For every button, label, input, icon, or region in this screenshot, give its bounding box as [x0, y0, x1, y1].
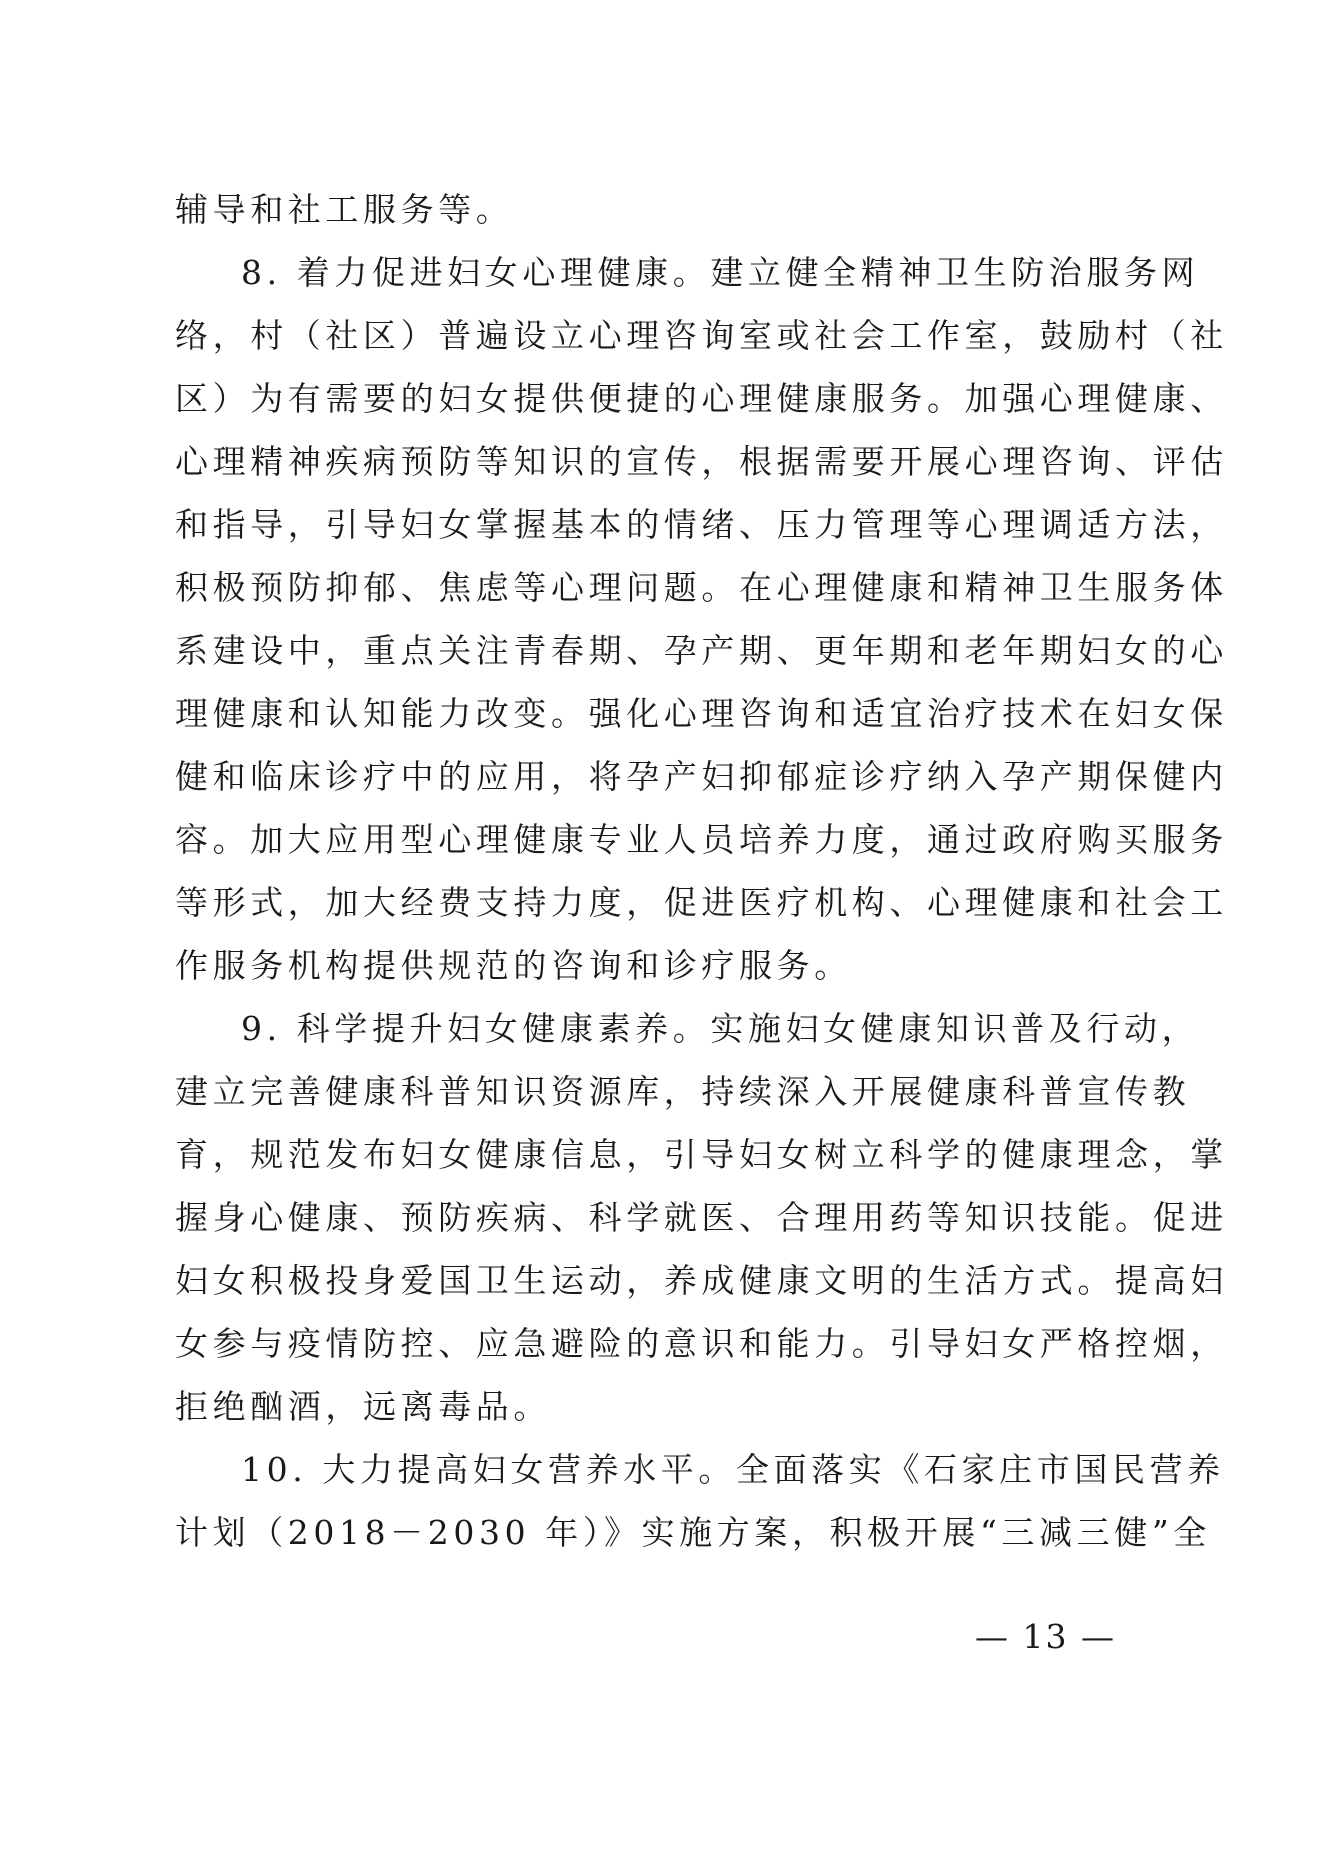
text-line: 健和临床诊疗中的应用，将孕产妇抑郁症诊疗纳入孕产期保健内 [175, 757, 1228, 796]
text-line: 容。加大应用型心理健康专业人员培养力度，通过政府购买服务 [175, 820, 1228, 859]
text-line: 系建设中，重点关注青春期、孕产期、更年期和老年期妇女的心 [175, 631, 1228, 670]
text-line: 计划（2018－2030 年）》实施方案，积极开展“三减三健”全 [175, 1513, 1211, 1552]
section-9-heading-line: 9. 科学提升妇女健康素养。实施妇女健康知识普及行动， [241, 1009, 1200, 1048]
section-8-heading-line: 8. 着力促进妇女心理健康。建立健全精神卫生防治服务网 [241, 253, 1200, 292]
text-line: 理健康和认知能力改变。强化心理咨询和适宜治疗技术在妇女保 [175, 694, 1228, 733]
text-line: 和指导，引导妇女掌握基本的情绪、压力管理等心理调适方法， [175, 505, 1228, 544]
text-line: 握身心健康、预防疾病、科学就医、合理用药等知识技能。促进 [175, 1198, 1228, 1237]
text-line: 积极预防抑郁、焦虑等心理问题。在心理健康和精神卫生服务体 [175, 568, 1228, 607]
text-line: 拒绝酗酒，远离毒品。 [175, 1387, 551, 1426]
text-line: 建立完善健康科普知识资源库，持续深入开展健康科普宣传教 [175, 1072, 1191, 1111]
text-line: 心理精神疾病预防等知识的宣传，根据需要开展心理咨询、评估 [175, 442, 1228, 481]
text-line: 女参与疫情防控、应急避险的意识和能力。引导妇女严格控烟， [175, 1324, 1228, 1363]
section-10-heading-line: 10. 大力提高妇女营养水平。全面落实《石家庄市国民营养 [241, 1450, 1225, 1489]
text-line: 育，规范发布妇女健康信息，引导妇女树立科学的健康理念，掌 [175, 1135, 1228, 1174]
page-number: — 13 — [975, 1617, 1116, 1656]
text-line: 等形式，加大经费支持力度，促进医疗机构、心理健康和社会工 [175, 883, 1228, 922]
text-line: 络，村（社区）普遍设立心理咨询室或社会工作室，鼓励村（社 [175, 316, 1228, 355]
text-line: 作服务机构提供规范的咨询和诊疗服务。 [175, 946, 852, 985]
text-line: 辅导和社工服务等。 [175, 190, 514, 229]
text-line: 区）为有需要的妇女提供便捷的心理健康服务。加强心理健康、 [175, 379, 1228, 418]
text-line: 妇女积极投身爱国卫生运动，养成健康文明的生活方式。提高妇 [175, 1261, 1228, 1300]
